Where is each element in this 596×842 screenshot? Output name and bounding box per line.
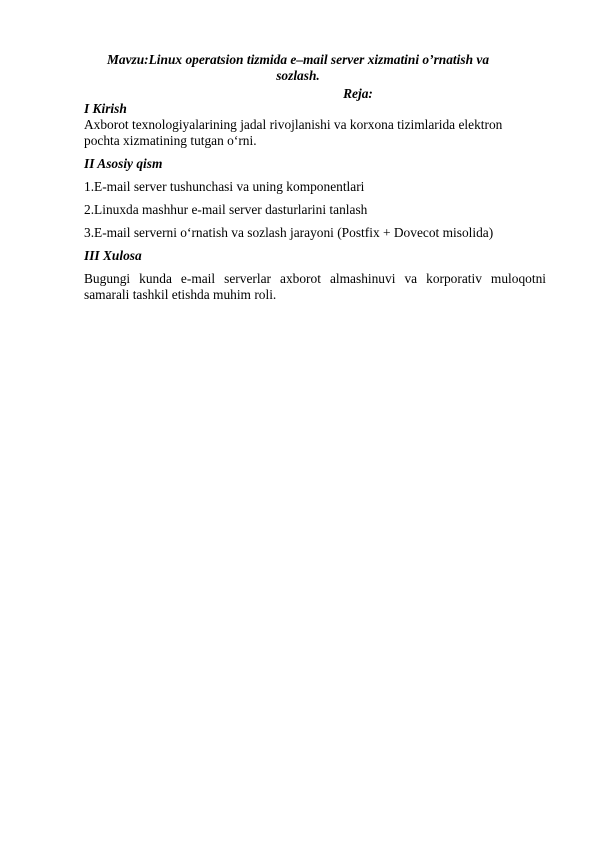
main-item-1: 1.E-mail server tushunchasi va uning komponentlari bbox=[84, 179, 365, 194]
conclusion-heading: III Xulosa bbox=[84, 248, 142, 263]
title-line-1: Mavzu:Linux operatsion tizmida e–mail server xizmatini o’rnatish va bbox=[106, 52, 490, 67]
document-title bbox=[84, 52, 512, 84]
intro-text: Axborot texnologiyalarining jadal rivojlanishi va korxona tizimlarida elektron pochta xizmatining tutgan o‘rni. bbox=[84, 117, 503, 148]
plan-heading: Reja: bbox=[343, 86, 373, 101]
main-heading: II Asosiy qism bbox=[84, 156, 163, 171]
document-body bbox=[84, 101, 546, 303]
intro-heading: I Kirish bbox=[84, 101, 127, 116]
title-line-2: sozlash. bbox=[276, 68, 320, 83]
conclusion-text: Bugungi kunda e-mail serverlar axborot almashinuvi va korporativ muloqotni samarali tashkil etishda muhim roli. bbox=[84, 271, 546, 302]
main-item-2: 2.Linuxda mashhur e-mail server dasturlarini tanlash bbox=[84, 202, 368, 217]
main-item-3: 3.E-mail serverni o‘rnatish va sozlash jarayoni (Postfix + Dovecot misolida) bbox=[84, 225, 494, 240]
